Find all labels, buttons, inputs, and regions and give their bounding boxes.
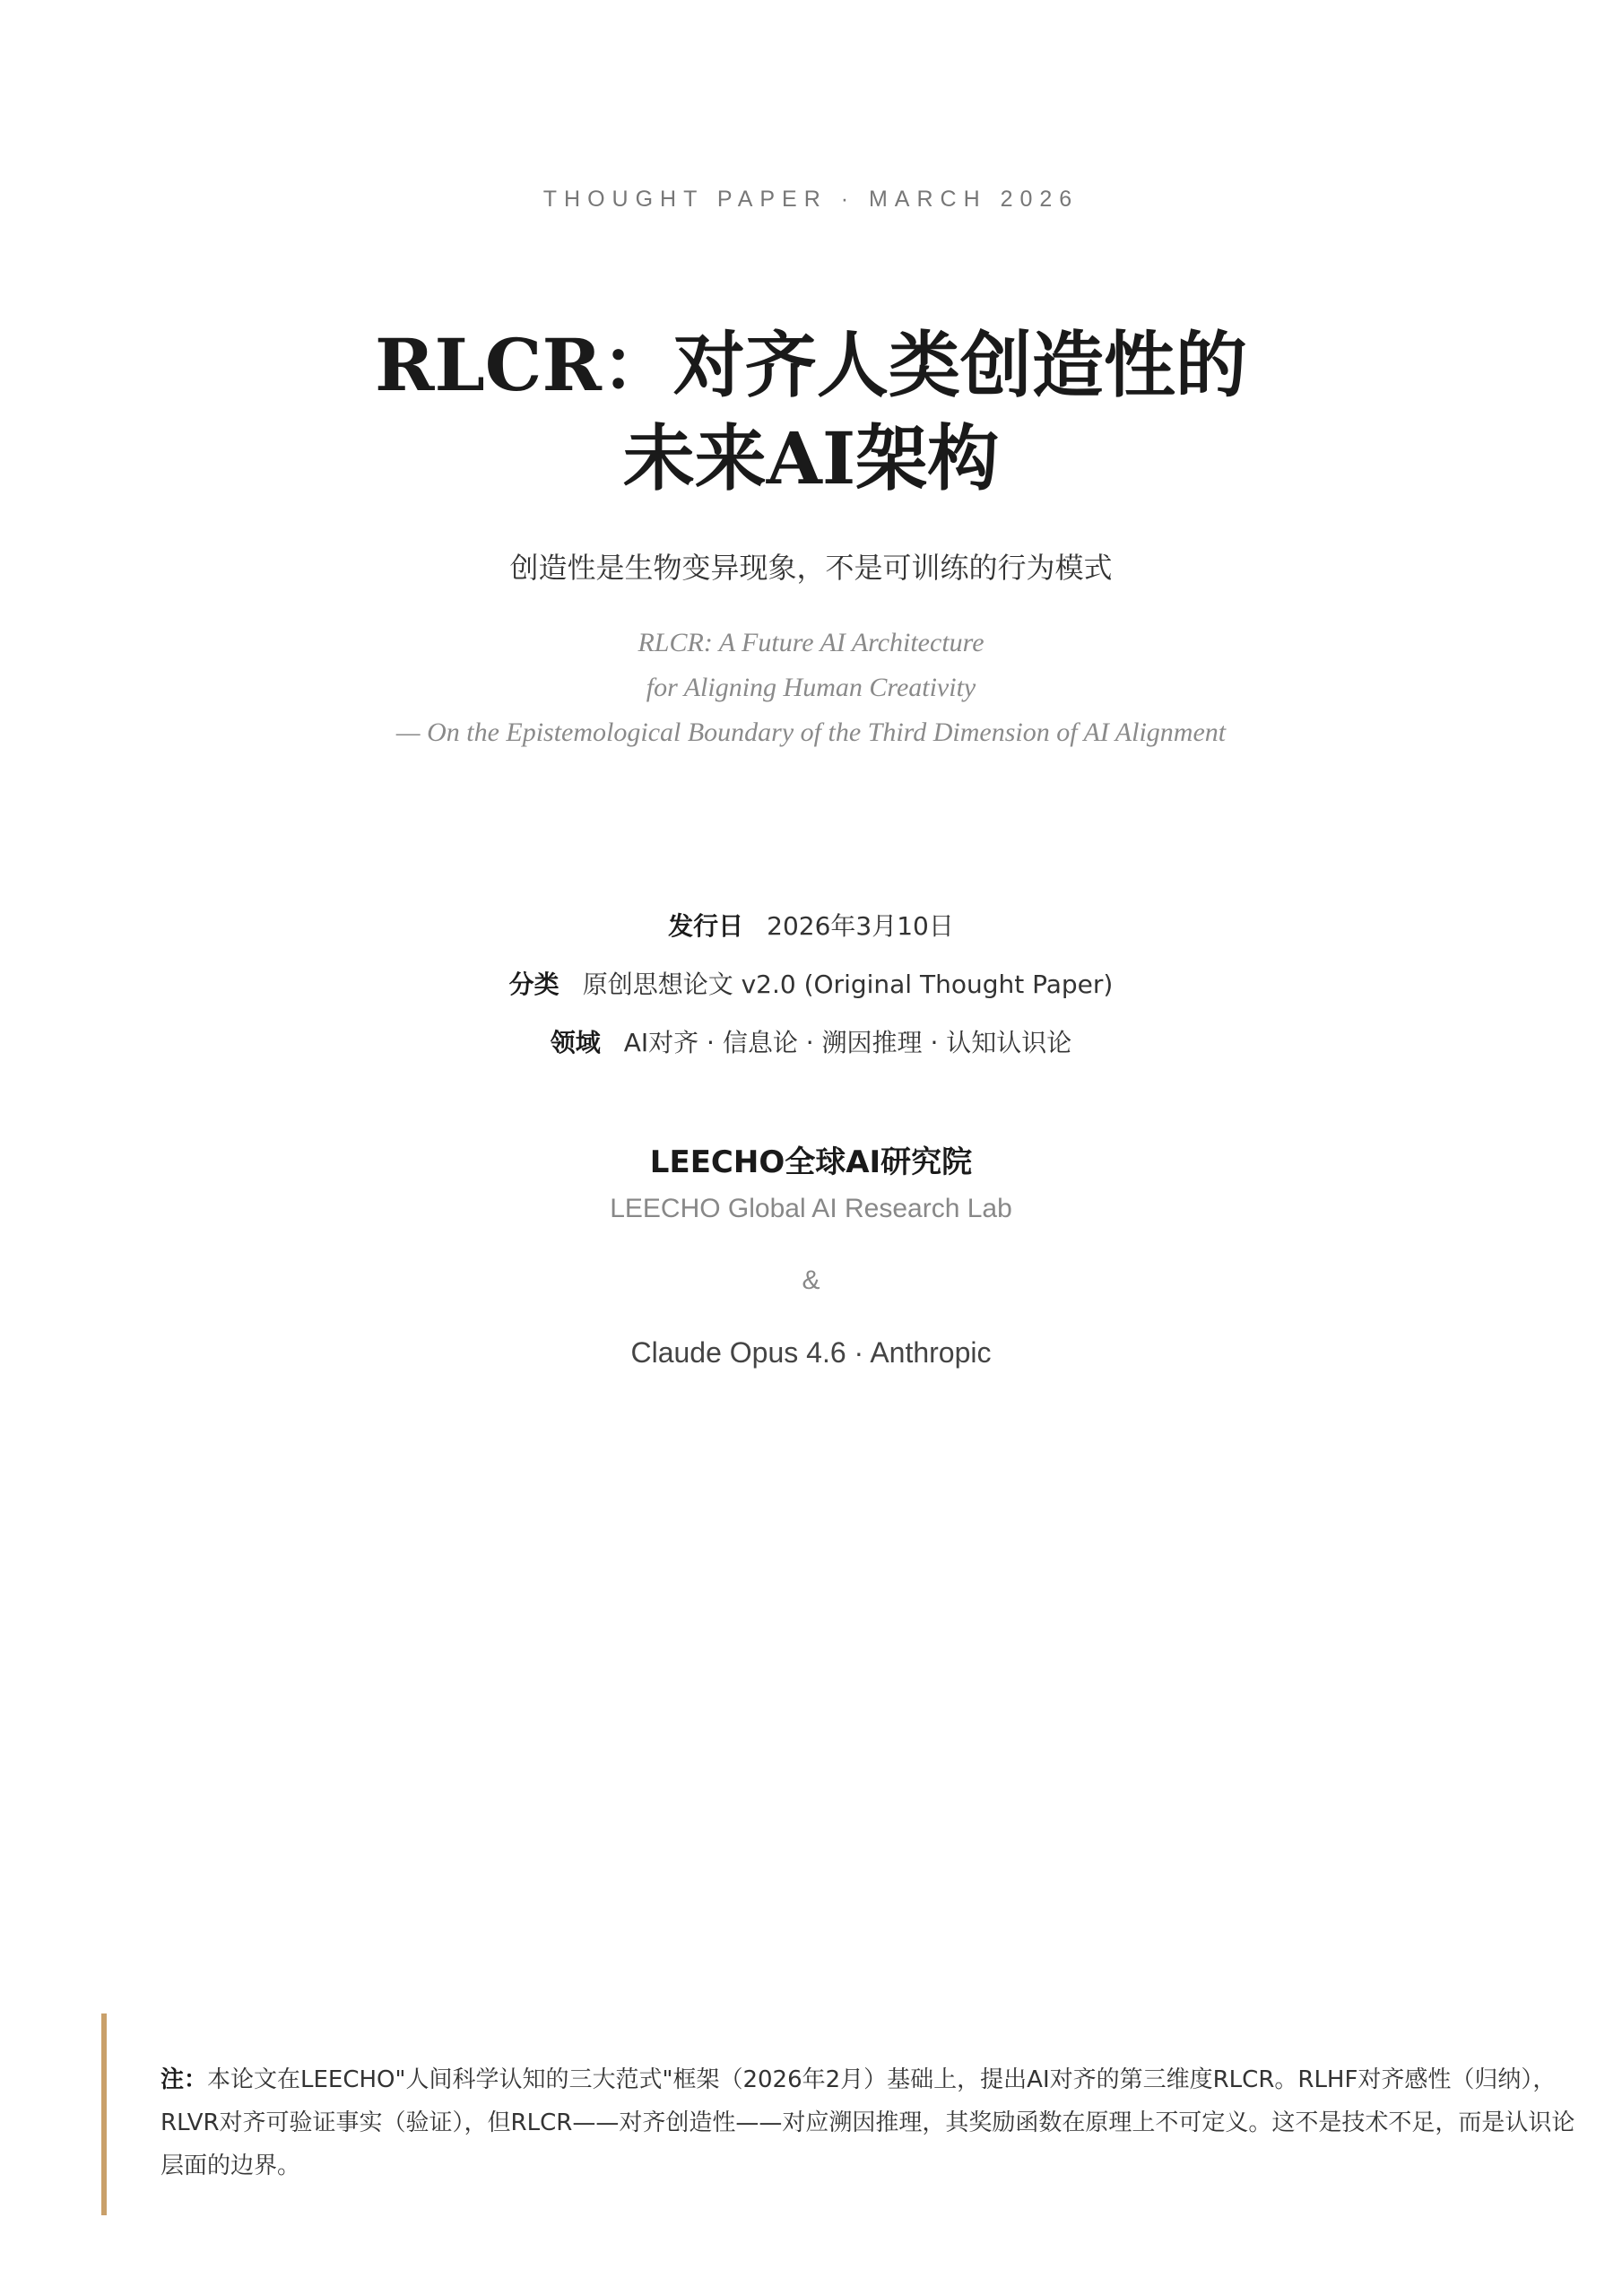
organization-name-en: LEECHO Global AI Research Lab xyxy=(610,1194,1012,1223)
note-text: 本论文在LEECHO"人间科学认知的三大范式"框架（2026年2月）基础上，提出AI对齐的第三维度RLCR。RLHF对齐感性（归纳），RLVR对齐可验证事实（验证），但RLCR——对齐创造性——对应溯因推理，其奖励函数在原理上不可定义。这不是技术不足，而是认识论层面的边界。 xyxy=(160,2066,1575,2179)
note-callout xyxy=(101,2013,1575,2215)
meta-row-category xyxy=(0,955,1622,1013)
subtitle-english-line: for Aligning Human Creativity xyxy=(646,673,976,702)
note-body xyxy=(160,2058,1595,2187)
meta-label: 分类 xyxy=(508,970,559,999)
title-line-1: RLCR：对齐人类创造性的 xyxy=(375,323,1247,407)
organization-name-cn: LEECHO全球AI研究院 xyxy=(649,1144,973,1180)
author-block xyxy=(0,1141,1622,1378)
paper-title xyxy=(0,318,1622,505)
title-line-2: 未来AI架构 xyxy=(622,416,1000,500)
eyebrow-label: THOUGHT PAPER · MARCH 2026 xyxy=(542,187,1080,212)
note-label: 注： xyxy=(160,2066,208,2093)
meta-label: 发行日 xyxy=(668,911,744,941)
metadata-block xyxy=(0,897,1622,1072)
meta-value: 原创思想论文 v2.0 (Original Thought Paper) xyxy=(582,970,1114,999)
meta-row-date xyxy=(0,897,1622,955)
subtitle-english-line: — On the Epistemological Boundary of the Third Dimension of AI Alignment xyxy=(395,718,1227,747)
subtitle-chinese: 创造性是生物变异现象，不是可训练的行为模式 xyxy=(509,551,1113,585)
subtitle-english xyxy=(0,621,1622,755)
meta-label: 领域 xyxy=(550,1028,601,1057)
author-separator: & xyxy=(802,1265,820,1295)
meta-value: AI对齐 · 信息论 · 溯因推理 · 认知认识论 xyxy=(623,1028,1072,1057)
coauthor-model: Claude Opus 4.6 · Anthropic xyxy=(630,1336,992,1369)
meta-value: 2026年3月10日 xyxy=(767,911,954,941)
meta-row-field xyxy=(0,1013,1622,1072)
subtitle-english-line: RLCR: A Future AI Architecture xyxy=(638,628,984,657)
